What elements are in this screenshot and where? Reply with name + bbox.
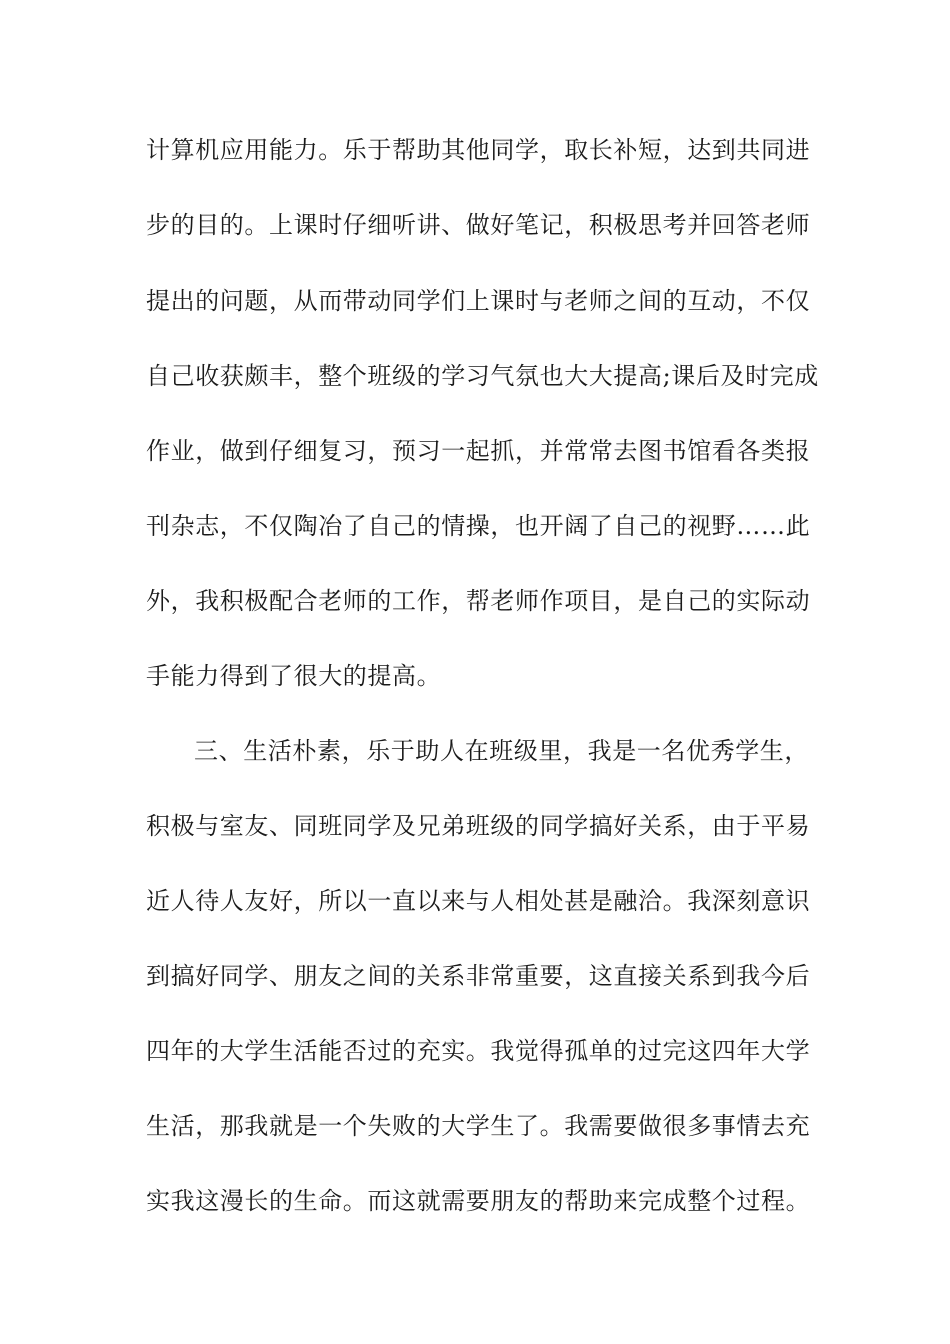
text-line-7: 外，我积极配合老师的工作，帮老师作项目，是自己的实际动: [146, 587, 811, 615]
text-line-4: 自己收获颇丰，整个班级的学习气氛也大大提高;课后及时完成: [146, 362, 819, 390]
paragraph-heading-line: 三、生活朴素，乐于助人在班级里，我是一名优秀学生，: [194, 737, 809, 765]
text-line-5: 作业，做到仔细复习，预习一起抓，并常常去图书馆看各类报: [146, 437, 811, 465]
text-line-6: 刊杂志，不仅陶冶了自己的情操，也开阔了自己的视野……此: [146, 512, 811, 540]
text-line-8: 手能力得到了很大的提高。: [146, 662, 442, 690]
text-line-3: 提出的问题，从而带动同学们上课时与老师之间的互动，不仅: [146, 287, 811, 315]
text-line-14: 生活，那我就是一个失败的大学生了。我需要做很多事情去充: [146, 1112, 811, 1140]
text-line-1: 计算机应用能力。乐于帮助其他同学，取长补短，达到共同进: [146, 136, 811, 164]
text-line-2: 步的目的。上课时仔细听讲、做好笔记，积极思考并回答老师: [146, 211, 811, 239]
text-line-11: 近人待人友好，所以一直以来与人相处甚是融洽。我深刻意识: [146, 887, 811, 915]
text-line-10: 积极与室友、同班同学及兄弟班级的同学搞好关系，由于平易: [146, 812, 811, 840]
text-line-12: 到搞好同学、朋友之间的关系非常重要，这直接关系到我今后: [146, 962, 811, 990]
text-line-15: 实我这漫长的生命。而这就需要朋友的帮助来完成整个过程。: [146, 1187, 811, 1215]
text-line-13: 四年的大学生活能否过的充实。我觉得孤单的过完这四年大学: [146, 1037, 811, 1065]
